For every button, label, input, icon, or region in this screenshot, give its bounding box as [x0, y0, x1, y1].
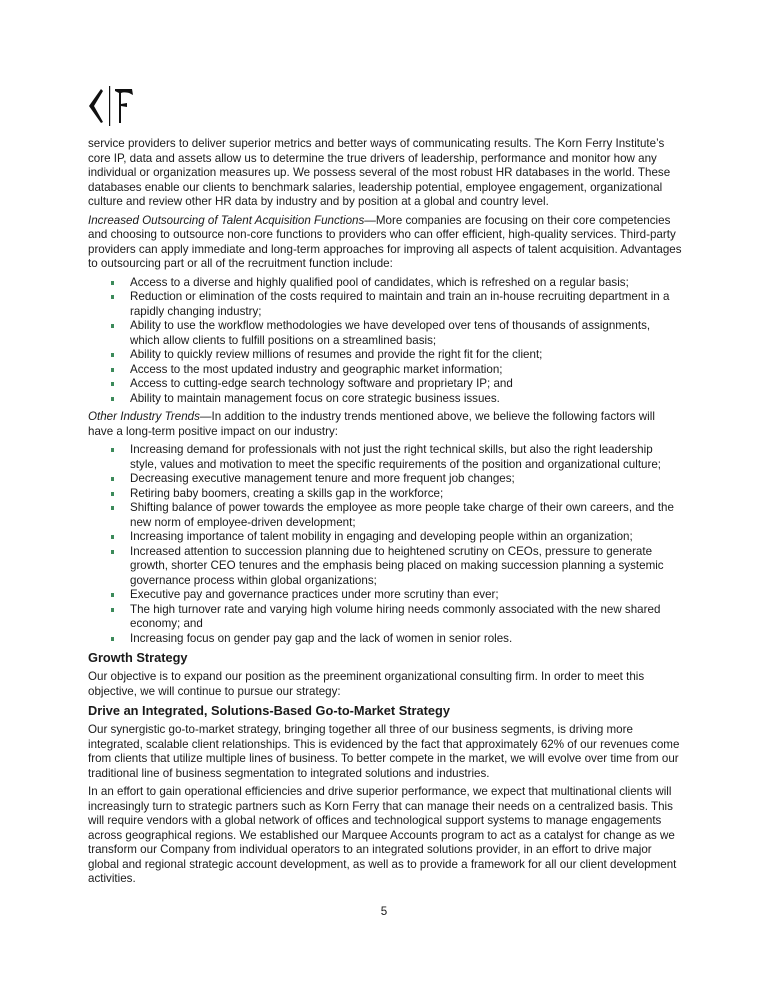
list-item: Retiring baby boomers, creating a skills gap in the workforce;	[130, 487, 682, 502]
paragraph: service providers to deliver superior metrics and better ways of communicating results. The Korn Ferry Institute’s core IP, data and assets allow us to determine the true drivers of leadership, performance and monitor how any individual or organization measures up. We possess several of the most robust HR databases in the world. These databases enable our clients to benchmark salaries, leadership potential, employee engagement, organizational culture and review other HR data by industry and by position at a global and country level.	[88, 137, 671, 208]
korn-ferry-logo	[88, 84, 138, 126]
paragraph: Our objective is to expand our position as the preeminent organizational consulting firm. In order to meet this objective, we will continue to pursue our strategy:	[88, 670, 645, 698]
paragraph-lead: Increased Outsourcing of Talent Acquisition Functions	[88, 213, 365, 227]
list-item: Ability to quickly review millions of resumes and provide the right fit for the client;	[130, 348, 682, 363]
list-item: Decreasing executive management tenure and more frequent job changes;	[130, 472, 682, 487]
paragraph-lead: Other Industry Trends	[88, 410, 200, 423]
list-item: The high turnover rate and varying high volume hiring needs commonly associated with the new shared economy; and	[130, 603, 682, 632]
bullet-list	[88, 443, 682, 646]
list-item: Access to the most updated industry and geographic market information;	[130, 363, 682, 378]
page-number: 5	[380, 905, 388, 918]
list-item: Executive pay and governance practices under more scrutiny than ever;	[130, 588, 682, 603]
list-item: Reduction or elimination of the costs required to maintain and train an in-house recruiting department in a rapidly changing industry;	[130, 290, 682, 319]
list-item: Ability to use the workflow methodologies we have developed over tens of thousands of assignments, which allow clients to fulfill positions on a streamlined basis;	[130, 319, 682, 348]
paragraph: In an effort to gain operational efficiencies and drive superior performance, we expect that multinational clients will increasingly turn to strategic partners such as Korn Ferry that can manage their needs on a centralized basis. This will require vendors with a global network of offices and technological support systems to manage engagements across geographical regions. We established our Marquee Accounts program to act as a catalyst for change as we transform our Company from individual operators to an integrated solutions provider, in an effort to drive major global and regional strategic account development, as well as to provide a framework for all our client development activities.	[88, 785, 677, 885]
list-item: Increasing demand for professionals with not just the right technical skills, but also the right leadership style, values and motivation to meet the specific requirements of the position and organizational culture;	[130, 443, 682, 472]
paragraph: Other Industry Trends—In addition to the industry trends mentioned above, we believe the following factors will have a long-term positive impact on our industry:	[88, 410, 655, 438]
list-item: Access to cutting-edge search technology software and proprietary IP; and	[130, 377, 682, 392]
section-heading: Growth Strategy	[88, 650, 188, 665]
list-item: Ability to maintain management focus on core strategic business issues.	[130, 392, 682, 407]
list-item: Shifting balance of power towards the employee as more people take charge of their own careers, and the new norm of employee-driven development;	[130, 501, 682, 530]
list-item: Increasing importance of talent mobility in engaging and developing people within an organization;	[130, 530, 682, 545]
list-item: Increasing focus on gender pay gap and the lack of women in senior roles.	[130, 632, 682, 647]
subsection-heading: Drive an Integrated, Solutions-Based Go-to-Market Strategy	[88, 703, 450, 718]
paragraph: Increased Outsourcing of Talent Acquisition Functions—More companies are focusing on their core competencies and choosing to outsource non-core functions to providers who can offer efficient, high-quality services. Third-party providers can apply immediate and long-term approaches for improving all aspects of talent acquisition. Advantages to outsourcing part or all of the recruitment function include:	[88, 213, 682, 270]
list-item: Access to a diverse and highly qualified pool of candidates, which is refreshed on a regular basis;	[130, 276, 682, 291]
document-body	[88, 137, 682, 891]
bullet-list	[88, 276, 682, 407]
list-item: Increased attention to succession planning due to heightened scrutiny on CEOs, pressure to generate growth, shorter CEO tenures and the emphasis being placed on making succession planning a systemic governance process within global organizations;	[130, 545, 682, 589]
paragraph: Our synergistic go-to-market strategy, bringing together all three of our business segments, is driving more integrated, scalable client relationships. This is evidenced by the fact that approximately 62% of our revenues come from clients that utilize multiple lines of business. To better compete in the market, we will evolve over time from our traditional line of business segmentation to integrated solutions and industries.	[88, 723, 680, 780]
